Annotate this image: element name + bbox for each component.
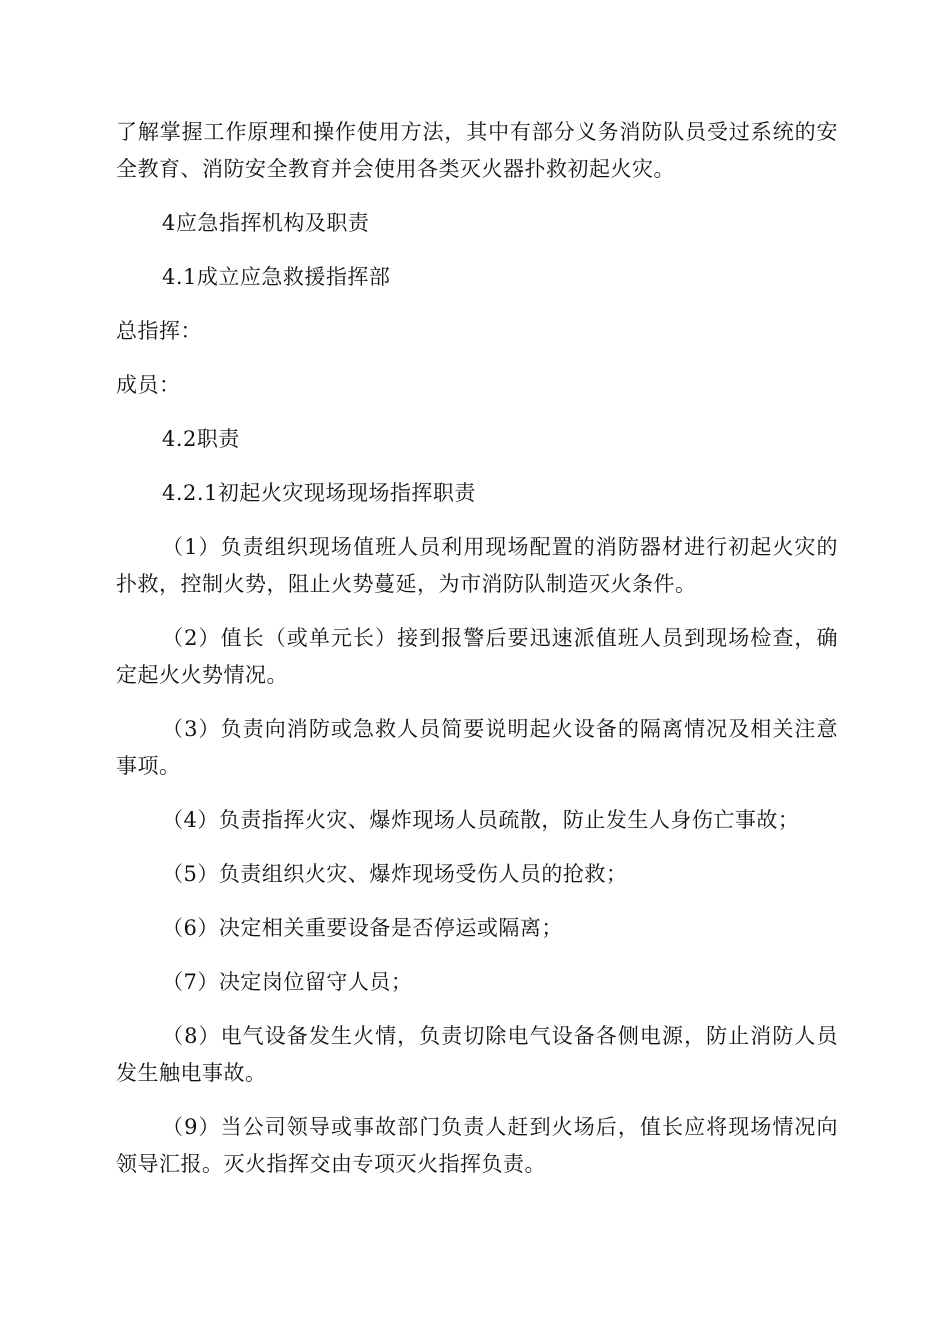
members-label: 成员：	[116, 373, 181, 397]
duty-item-3: （3）负责向消防或急救人员简要说明起火设备的隔离情况及相关注意事项。	[116, 717, 838, 778]
section-heading-4-2: 4.2职责	[162, 427, 240, 451]
duty-item-8: （8）电气设备发生火情，负责切除电气设备各侧电源，防止消防人员发生触电事故。	[116, 1024, 838, 1085]
duty-item-4: （4）负责指挥火灾、爆炸现场人员疏散，防止发生人身伤亡事故；	[162, 808, 800, 832]
section-heading-4-2-1: 4.2.1初起火灾现场现场指挥职责	[162, 481, 476, 505]
duty-item-6: （6）决定相关重要设备是否停运或隔离；	[162, 916, 563, 940]
duty-item-9: （9）当公司领导或事故部门负责人赶到火场后，值长应将现场情况向领导汇报。灭火指挥交由专项灭火指挥负责。	[116, 1115, 838, 1176]
commander-label: 总指挥：	[116, 319, 202, 343]
duty-item-5: （5）负责组织火灾、爆炸现场受伤人员的抢救；	[162, 862, 628, 886]
duty-item-7: （7）决定岗位留守人员；	[162, 970, 413, 994]
paragraph-intro-continued: 了解掌握工作原理和操作使用方法，其中有部分义务消防队员受过系统的安全教育、消防安全教育并会使用各类灭火器扑救初起火灾。	[116, 120, 838, 181]
duty-item-2: （2）值长（或单元长）接到报警后要迅速派值班人员到现场检查，确定起火火势情况。	[116, 626, 838, 687]
section-heading-4-1: 4.1成立应急救援指挥部	[162, 265, 391, 289]
duty-item-1: （1）负责组织现场值班人员利用现场配置的消防器材进行初起火灾的扑救，控制火势，阻止火势蔓延，为市消防队制造灭火条件。	[116, 535, 838, 596]
section-heading-4: 4应急指挥机构及职责	[162, 211, 370, 235]
